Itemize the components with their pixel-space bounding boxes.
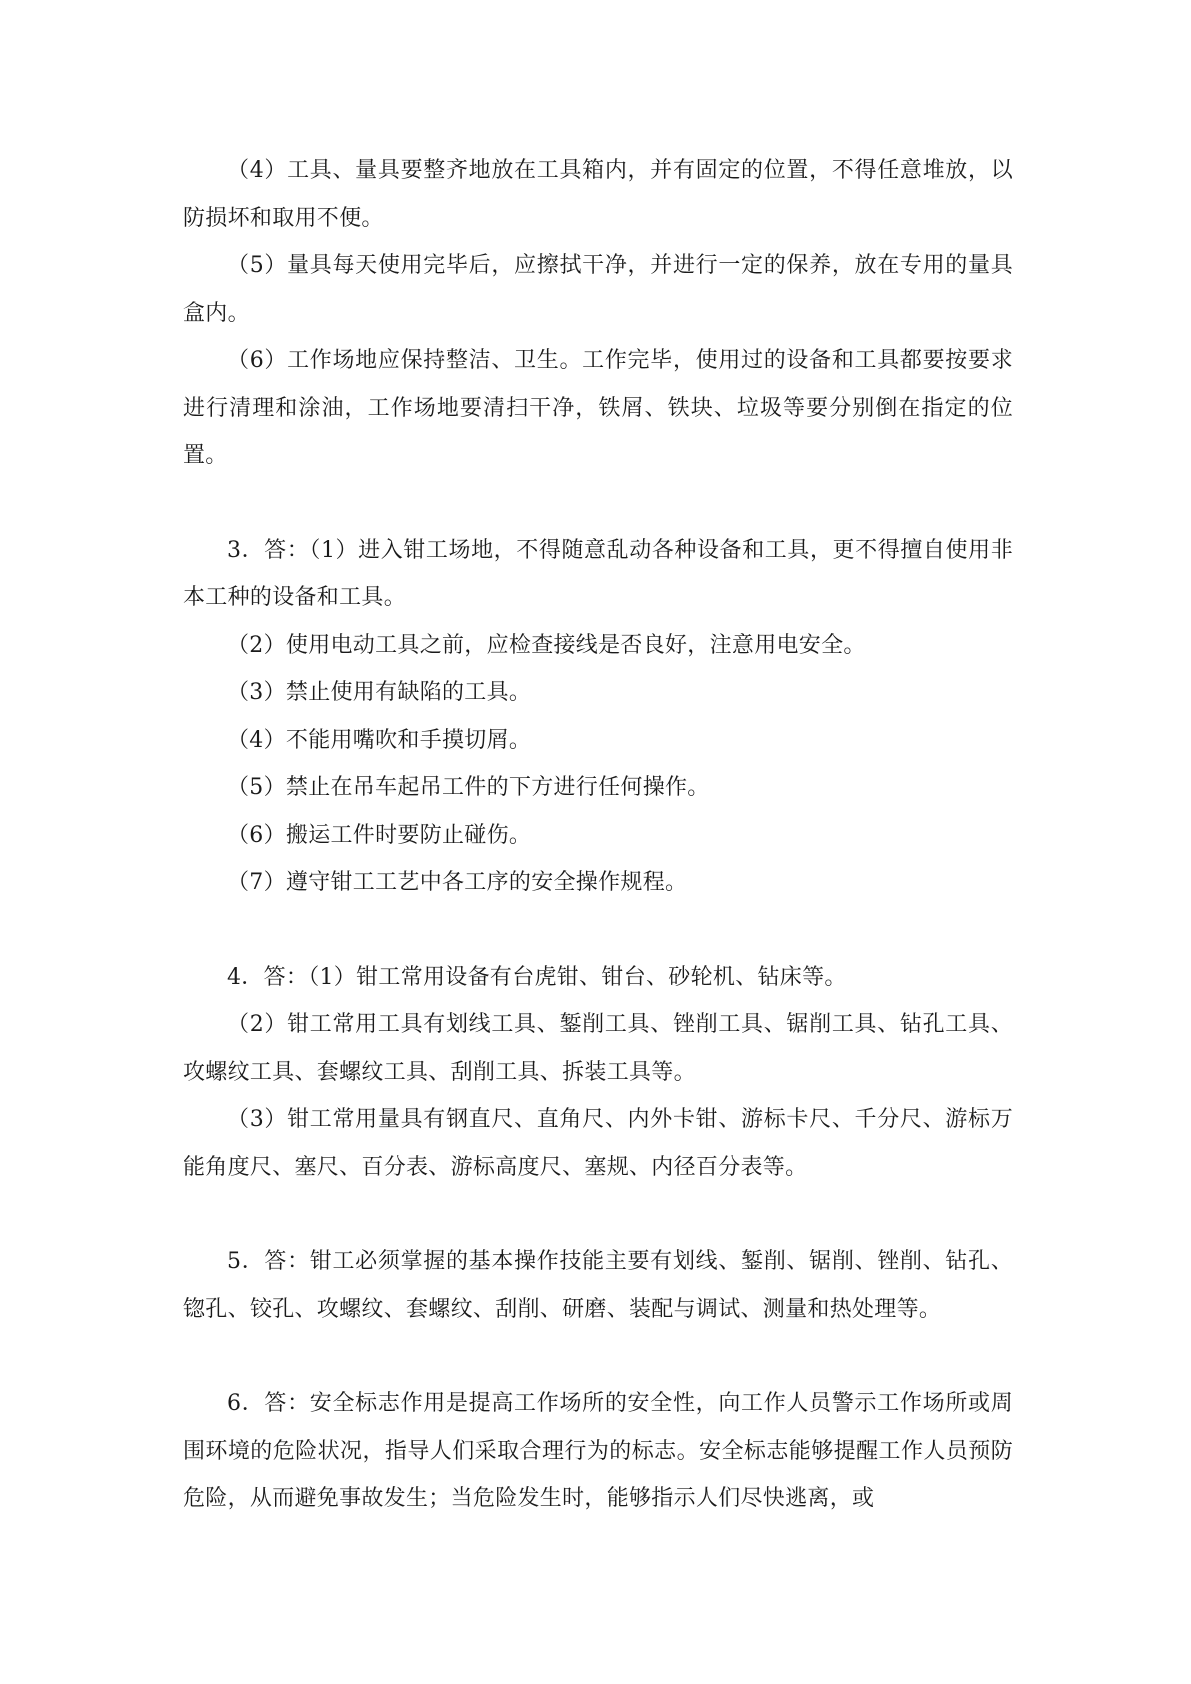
answer-3-item-7: （7）遵守钳工工艺中各工序的安全操作规程。 [227, 870, 688, 895]
paragraph-gap [183, 480, 1013, 527]
answer-4-item-3: （3）钳工常用量具有钢直尺、直角尺、内外卡钳、游标卡尺、千分尺、游标万能角度尺、塞尺、百分表、游标高度尺、塞规、内径百分表等。 [183, 1107, 1013, 1180]
answer-3-item-3: （3）禁止使用有缺陷的工具。 [227, 680, 532, 705]
paragraph-item-5: （5）量具每天使用完毕后，应擦拭干净，并进行一定的保养，放在专用的量具盒内。 [183, 253, 1013, 326]
answer-4-item-2: （2）钳工常用工具有划线工具、錾削工具、锉削工具、锯削工具、钻孔工具、攻螺纹工具、套螺纹工具、刮削工具、拆装工具等。 [183, 1012, 1013, 1085]
document-body [183, 147, 1013, 1523]
answer-3-item-2: （2）使用电动工具之前，应检查接线是否良好，注意用电安全。 [227, 632, 866, 658]
answer-4-item-1: 4．答：（1）钳工常用设备有台虎钳、钳台、砂轮机、钻床等。 [227, 964, 847, 990]
paragraph-item-4: （4）工具、量具要整齐地放在工具箱内，并有固定的位置，不得任意堆放，以防损坏和取用不便。 [183, 158, 1013, 231]
paragraph-gap [183, 907, 1013, 954]
paragraph-item-6: （6）工作场地应保持整洁、卫生。工作完毕，使用过的设备和工具都要按要求进行清理和涂油，工作场地要清扫干净，铁屑、铁块、垃圾等要分别倒在指定的位置。 [183, 348, 1013, 468]
answer-3-item-1: 3．答：（1）进入钳工场地，不得随意乱动各种设备和工具，更不得擅自使用非本工种的设备和工具。 [183, 537, 1013, 610]
answer-3-item-4: （4）不能用嘴吹和手摸切屑。 [227, 727, 532, 753]
answer-3-item-6: （6）搬运工件时要防止碰伤。 [227, 822, 532, 848]
answer-5: 5．答：钳工必须掌握的基本操作技能主要有划线、錾削、锯削、锉削、钻孔、锪孔、铰孔、攻螺纹、套螺纹、刮削、研磨、装配与调试、测量和热处理等。 [183, 1249, 1013, 1322]
answer-6: 6．答：安全标志作用是提高工作场所的安全性，向工作人员警示工作场所或周围环境的危险状况，指导人们采取合理行为的标志。安全标志能够提醒工作人员预防危险，从而避免事故发生；当危险发生时，能够指示人们尽快逃离，或 [183, 1391, 1013, 1511]
answer-3-item-5: （5）禁止在吊车起吊工件的下方进行任何操作。 [227, 775, 710, 800]
paragraph-gap [183, 1191, 1013, 1238]
paragraph-gap [183, 1333, 1013, 1380]
